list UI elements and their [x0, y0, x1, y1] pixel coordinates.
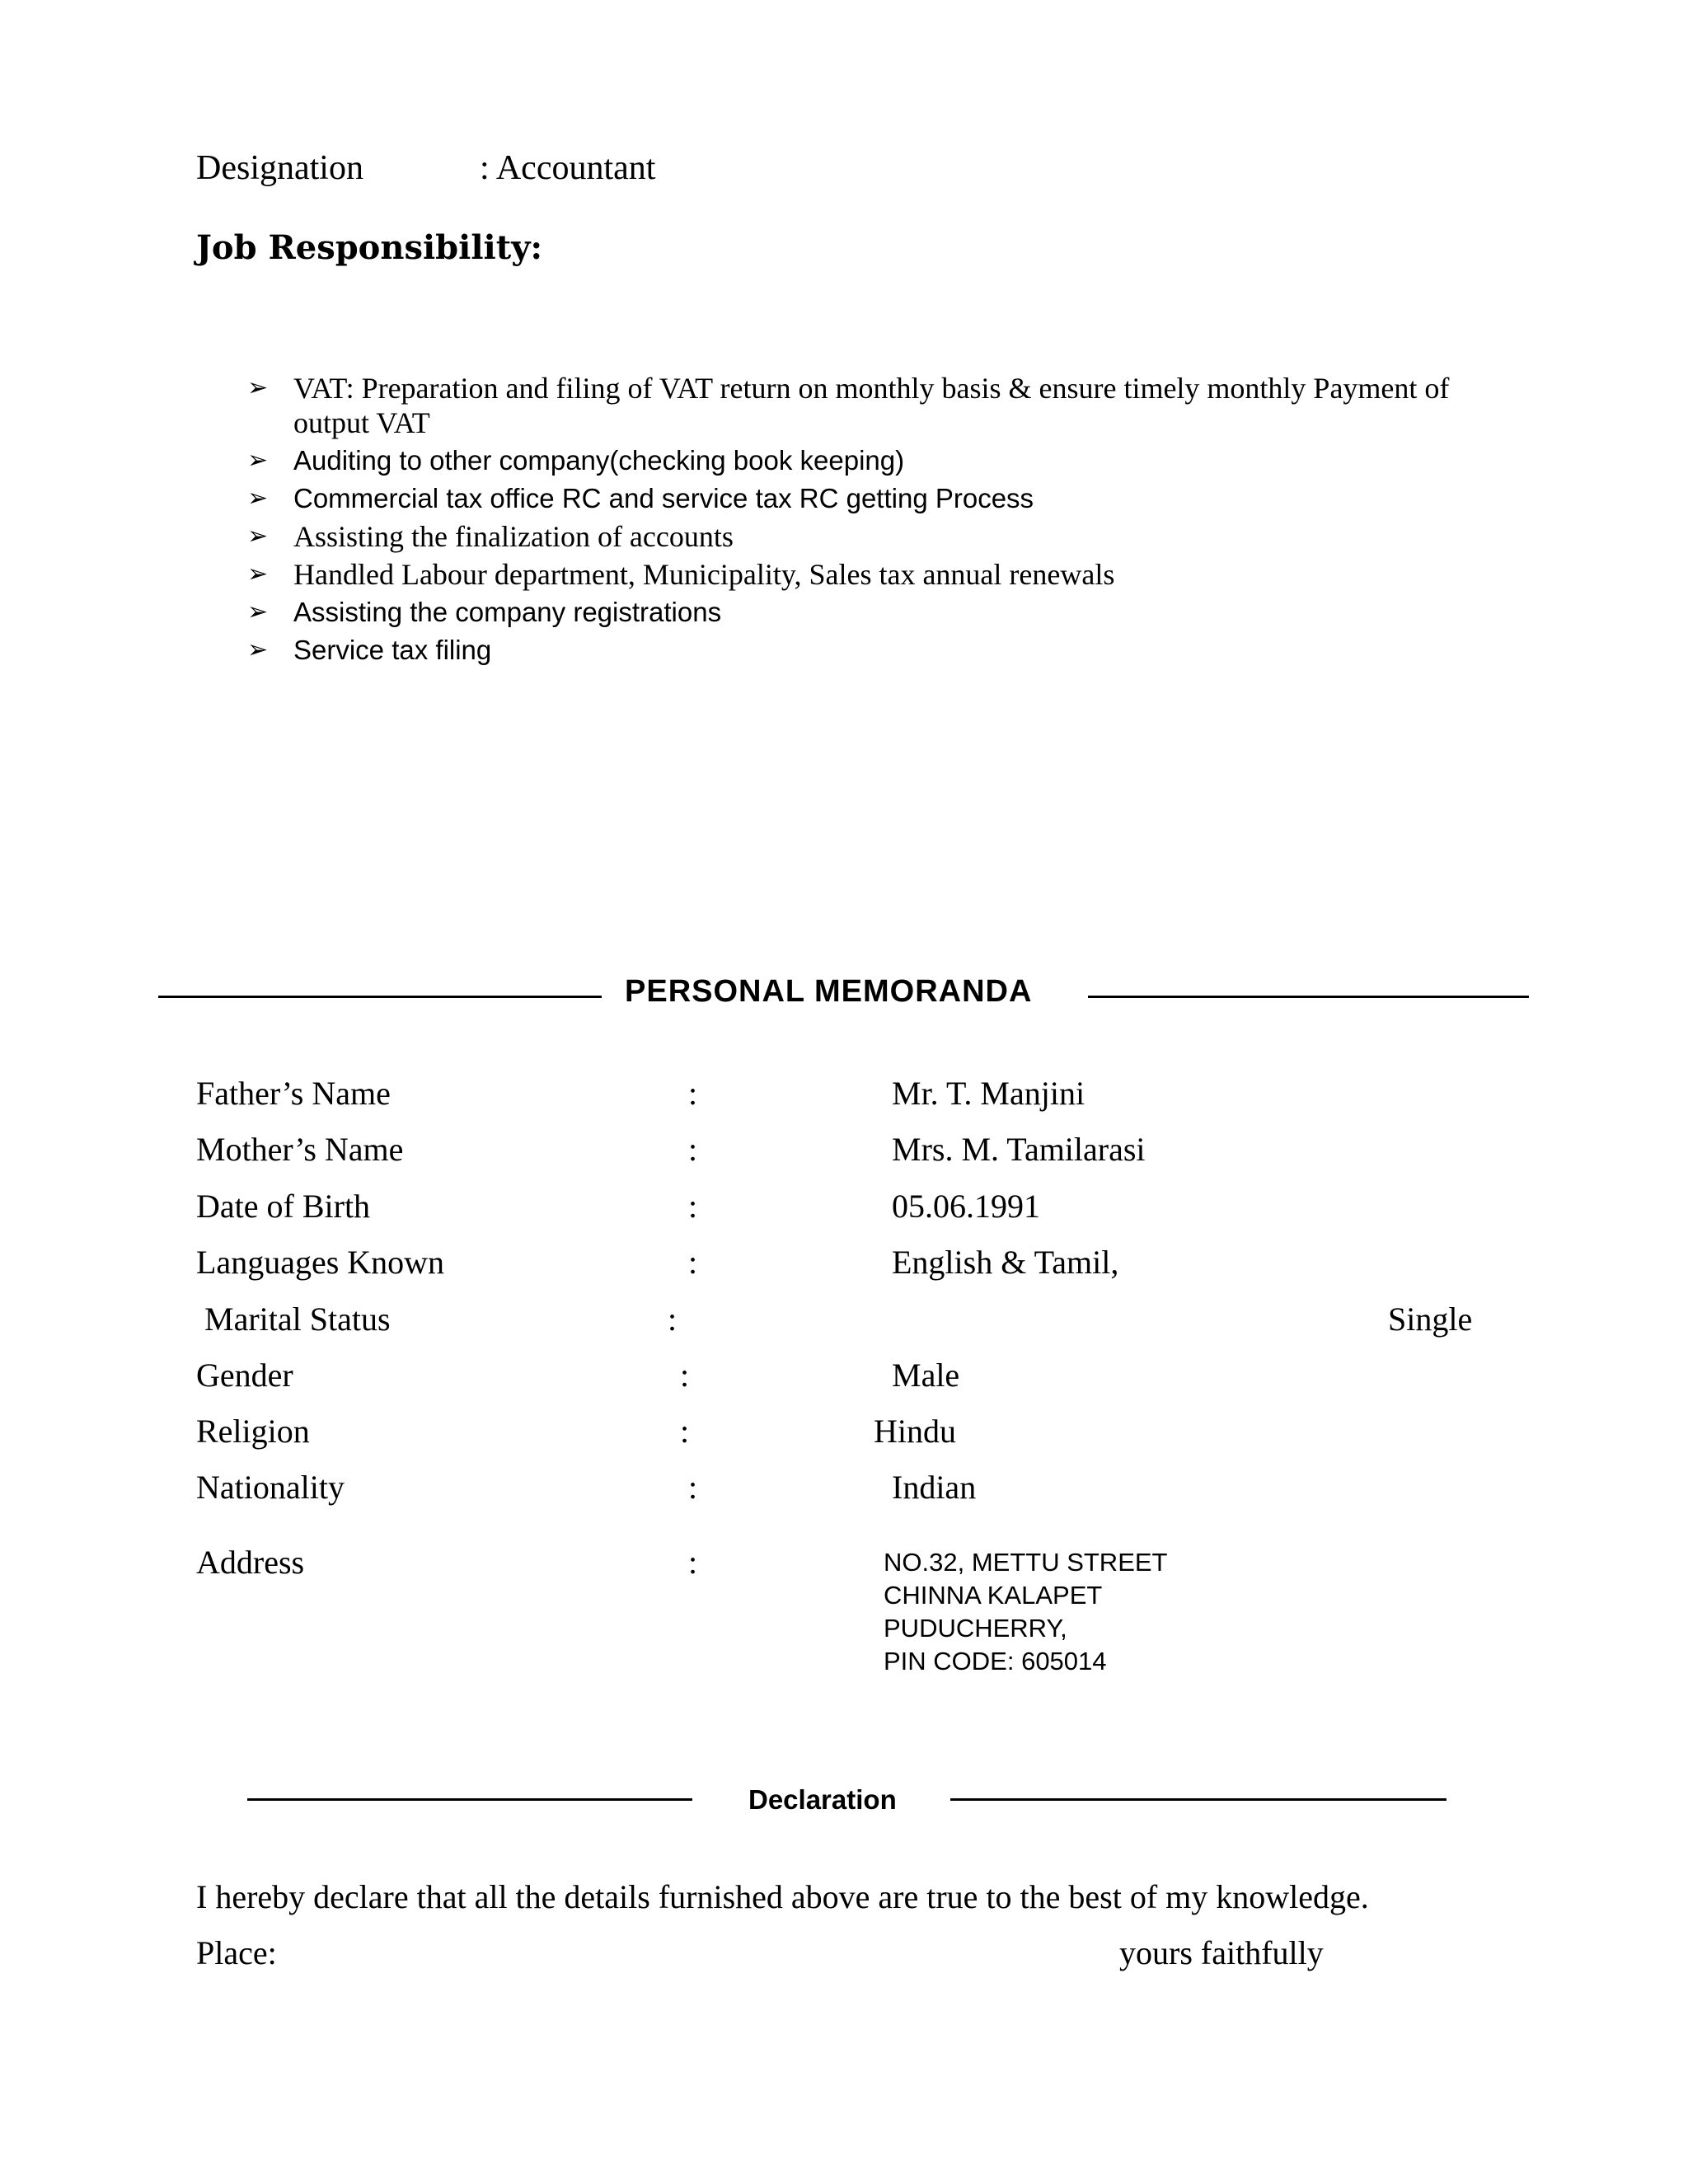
- address-line: PUDUCHERRY,: [884, 1614, 1067, 1643]
- section-divider-right: [1088, 996, 1529, 998]
- field-value-mother-name: Mrs. M. Tamilarasi: [892, 1131, 1146, 1168]
- field-colon: :: [668, 1301, 678, 1338]
- responsibility-text: VAT: Preparation and filing of VAT return on monthly basis & ensure timely monthly Payment of output VAT: [293, 372, 1450, 439]
- list-item: [247, 371, 1467, 440]
- field-label-date-of-birth: Date of Birth: [196, 1188, 371, 1225]
- designation-value: : Accountant: [480, 149, 656, 187]
- arrow-bullet-icon: ➢: [247, 446, 269, 475]
- address-line: PIN CODE: 605014: [884, 1647, 1107, 1675]
- responsibility-text: Assisting the company registrations: [293, 597, 722, 627]
- responsibility-text: Service tax filing: [293, 635, 492, 665]
- field-colon: :: [688, 1469, 698, 1506]
- list-item: [247, 519, 1467, 554]
- list-item: [247, 595, 1467, 630]
- arrow-bullet-icon: ➢: [247, 635, 269, 664]
- field-label-father-name: Father’s Name: [196, 1075, 391, 1112]
- arrow-bullet-icon: ➢: [247, 598, 269, 626]
- closing-text: yours faithfully: [1119, 1934, 1324, 1971]
- field-value-date-of-birth: 05.06.1991: [892, 1188, 1040, 1225]
- responsibility-text: Commercial tax office RC and service tax RC getting Process: [293, 483, 1034, 513]
- field-value-nationality: Indian: [892, 1469, 977, 1506]
- responsibility-text: Auditing to other company(checking book keeping): [293, 445, 905, 476]
- list-item: [247, 443, 1467, 478]
- field-label-gender: Gender: [196, 1357, 293, 1394]
- declaration-title: Declaration: [748, 1784, 897, 1815]
- field-colon: :: [688, 1131, 698, 1168]
- list-item: [247, 557, 1467, 592]
- declaration-divider-right: [950, 1798, 1447, 1801]
- arrow-bullet-icon: ➢: [247, 484, 269, 513]
- field-label-nationality: Nationality: [196, 1469, 345, 1506]
- designation-label: Designation: [196, 149, 363, 187]
- personal-memoranda-title: PERSONAL MEMORANDA: [625, 974, 1033, 1009]
- field-label-languages-known: Languages Known: [196, 1244, 445, 1281]
- section-divider-left: [158, 996, 602, 998]
- field-colon: :: [680, 1357, 690, 1394]
- address-block: [884, 1546, 1167, 1678]
- arrow-bullet-icon: ➢: [247, 522, 269, 551]
- field-colon: :: [688, 1544, 698, 1581]
- field-label-religion: Religion: [196, 1413, 310, 1450]
- arrow-bullet-icon: ➢: [247, 560, 269, 588]
- responsibility-text: Assisting the finalization of accounts: [293, 520, 734, 553]
- declaration-divider-left: [247, 1798, 692, 1801]
- field-colon: :: [688, 1244, 698, 1281]
- field-label-marital-status: Marital Status: [204, 1301, 391, 1338]
- place-label: Place:: [196, 1934, 277, 1971]
- arrow-bullet-icon: ➢: [247, 373, 269, 402]
- address-line: NO.32, METTU STREET: [884, 1548, 1168, 1577]
- field-value-languages-known: English & Tamil,: [892, 1244, 1119, 1281]
- address-line: CHINNA KALAPET: [884, 1581, 1103, 1610]
- job-responsibility-heading: Job Responsibility:: [196, 228, 543, 267]
- responsibility-list: [247, 371, 1467, 671]
- field-value-gender: Male: [892, 1357, 960, 1394]
- list-item: [247, 633, 1467, 668]
- field-value-father-name: Mr. T. Manjini: [892, 1075, 1085, 1112]
- responsibility-text: Handled Labour department, Municipality, Sales tax annual renewals: [293, 558, 1115, 591]
- list-item: [247, 481, 1467, 516]
- field-label-address: Address: [196, 1544, 305, 1581]
- field-colon: :: [680, 1413, 690, 1450]
- field-colon: :: [688, 1188, 698, 1225]
- field-value-marital-status: Single: [1388, 1301, 1473, 1338]
- field-value-religion: Hindu: [874, 1413, 956, 1450]
- field-label-mother-name: Mother’s Name: [196, 1131, 404, 1168]
- declaration-text: I hereby declare that all the details furnished above are true to the best of my knowledge.: [196, 1878, 1369, 1915]
- field-colon: :: [688, 1075, 698, 1112]
